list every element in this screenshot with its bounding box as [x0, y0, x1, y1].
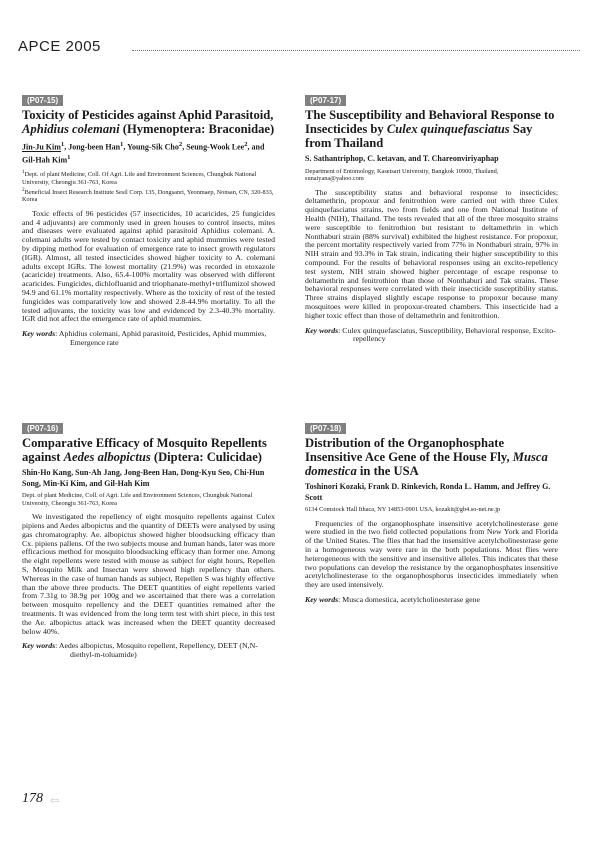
abstract-p07-17	[305, 90, 558, 344]
abstract-code: (P07-16)	[22, 423, 63, 434]
abstract-title: Toxicity of Pesticides against Aphid Parasitoid, Aphidius colemani (Hymenoptera: Braconidae)	[22, 108, 275, 136]
abstract-affiliations: Department of Entomology, Kasetsart University, Bangkok 10900, Thailand, sunaiyana@yahoo.com	[305, 167, 499, 183]
header-divider	[132, 50, 580, 51]
abstract-title: Comparative Efficacy of Mosquito Repellents against Aedes albopictus (Diptera: Culicidae)	[22, 436, 267, 464]
abstract-authors: S. Sathantriphop, C. ketavan, and T. Chareonviriyaphap	[305, 154, 499, 163]
abstract-keywords: Key words: Musca domestica, acetylcholinesterase gene	[305, 594, 480, 604]
abstract-p07-16	[22, 418, 275, 660]
abstract-body: Toxic effects of 96 pesticides (57 insecticides, 10 acaricides, 25 fungicides and 4 adjuvants) are commonly used in green houses to control insects, mites and diseases were evaluated against aphid parasitoid Aphidius colemani. A. colemani adults were tested by contact toxicity and aphid mummies were tested by dipping method for evaluation of emergence rate to insect growth regulators (IGR). Almost, all tested insecticides showed higher toxicity to A. colemani adults except IGRs. The lowest mortality (21.9%) was recorded in etoxazole (acaricide) treatments. Also, 65.4-100% mortality was observed with different acaricides. Fungicides, dichlofluanid and triophanate-methyl+triflumizol showed 94.9 and 61.1% mortality respectively. Where as the toxicity of rest of the tested fungicides was comparatively low and showed 2.8-44.9% mortality. To all the tested adjuvants, the toxicity was low and evidenced by 2.3-40.3% mortality. IGR did not affect the emergence rate of aphid mummies.	[22, 208, 275, 324]
abstract-authors: Shin-Ho Kang, Sun-Ah Jang, Jong-Been Han, Dong-Kyu Seo, Chi-Hun Song, Min-Ki Kim, and Gil-Hah Kim	[22, 468, 265, 488]
abstract-authors: Jin-Ju Kim$^1$, Jong-been Han$^1$, Young-Sik Cho$^2$, Seung-Wook Lee$^2$, and Gil-Hah Kim$^1$	[22, 141, 265, 165]
abstract-body: The susceptibility status and behavioral response to insecticides; deltamethrin, propoxur and fenitrothion were carried out with three Culex quinquefasciatus strains, two from fields and one from National Institute of Health (NIH), Thailand. The tests revealed that all of the three mosquito strains were susceptible to fenitrothion but resistant to deltamethrin in which Nonthaburi strain (88% survival) exhibited the highest resistance. For propoxur, the percent mortality respectively varied from 77% in Nonthaburi strain, 97% in NIH strain and 93.3% in Tak strain, indicating their higher susceptibility to this compound. For the results of behavioral responses using an excito-repellency test system, NIH strain showed higher percentage of escape response to deltamethrin and fenitrothion than those of Nonthaburi and Tak strains. These behavioral responses were correlated with their insecticide susceptibility status. Three strains displayed slightly escape response to propoxur because many mosquitoes were killed in propoxur-treated chambers. This insecticide had a higher toxic effect than those of deltamethrin and fenitrothion.	[305, 187, 558, 320]
abstract-keywords: Key words: Aphidius colemani, Aphid parasitoid, Pesticides, Aphid mummies, Emergence rate	[22, 329, 267, 348]
abstract-keywords: Key words: Aedes albopictus, Mosquito repellent, Repellency, DEET (N,N-diethyl-m-toluamide)	[22, 641, 258, 660]
abstract-affiliations: Dept. of plant Medicine, Coll. of Agri. Life and Environment Sciences, Chungbuk National University, Cheongju 361-763, Korea	[22, 492, 253, 507]
abstract-affiliations: $^1$Dept. of plant Medicine, Coll. Of Agri. Life and Environment Sciences, Chungbuk National University, Cheongju 361-763, Korea $^2$Beneficial Insect Research Institute Sesil Corp. 135, Dongsanri, Yeonmaep, Nonsan, CN, 320-833, Korea	[22, 169, 274, 204]
abstract-authors: Toshinori Kozaki, Frank D. Rinkevich, Ronda L. Hamm, and Jeffrey G. Scott	[305, 482, 551, 502]
abstract-p07-15	[22, 90, 275, 348]
abstract-title: The Susceptibility and Behavioral Response to Insecticides by Culex quinquefasciatus Say from Thailand	[305, 108, 555, 150]
arrow-left-icon: ⇦	[50, 795, 60, 807]
abstract-body: Frequencies of the organophosphate insensitive acetylcholinesterase gene were studied in the two field collected populations from New York and Florida of the United States. The flies that had the insensitive acetylcholinesterase gene in a homogeneous way were rare in the both populations. Most flies were heterogeneous with the sensitive and insensitive alleles. This indicates that these two populations can develop the resistance by the organophosphates insensitive acetylcholinesterase to the organophosphorus insecticides immediately when they are used intensively.	[305, 518, 558, 590]
abstract-code: (P07-15)	[22, 95, 63, 106]
page-number: 178	[22, 791, 43, 806]
abstract-code: (P07-18)	[305, 423, 346, 434]
abstract-affiliations: 6134 Comstock Hall Ithaca, NY 14853-0901 USA, kozakit@gb4.so-net.ne.jp	[305, 506, 501, 513]
running-header: APCE 2005	[18, 38, 101, 55]
abstract-keywords: Key words: Culex quinquefasciatus, Susceptibility, Behavioral response, Excito-repellency	[305, 325, 556, 344]
abstract-code: (P07-17)	[305, 95, 346, 106]
abstract-body: We investigated the repellency of eight mosquito repellents against Culex pipiens and Aedes albopictus and the quantity of DEETs were analysed by using gas chromatography. Ae. albopictus showed higher bloodsucking efficacy than Cx. pipiens pallens. Of the two subjects mouse and human hands, later was more efficacious method for mosquito bloodsucking efficacy than former one. Among the eight repellents were tested with mouse as subject for eight hours, Repellen S, Mosquito Milk and Insectan were showed high repellency than others. Whereas in the case of human hands as subject, Repellen S was highly effective than the above three products. The DEET quantities of eight repellents varied from 7.31g to 38.9g per 100g and we ascertained that there was a correlation between mosquito repellency and the DEET quantities remained after the treatments. It was evidenced from the long term test with shirt piece, in this test the Ae. albopictus attack was increased when the DEET quantity decreased below 40%.	[22, 512, 275, 636]
abstract-p07-18	[305, 418, 558, 605]
abstract-title: Distribution of the Organophosphate Insensitive Ace Gene of the House Fly, Musca domestica in the USA	[305, 436, 548, 478]
